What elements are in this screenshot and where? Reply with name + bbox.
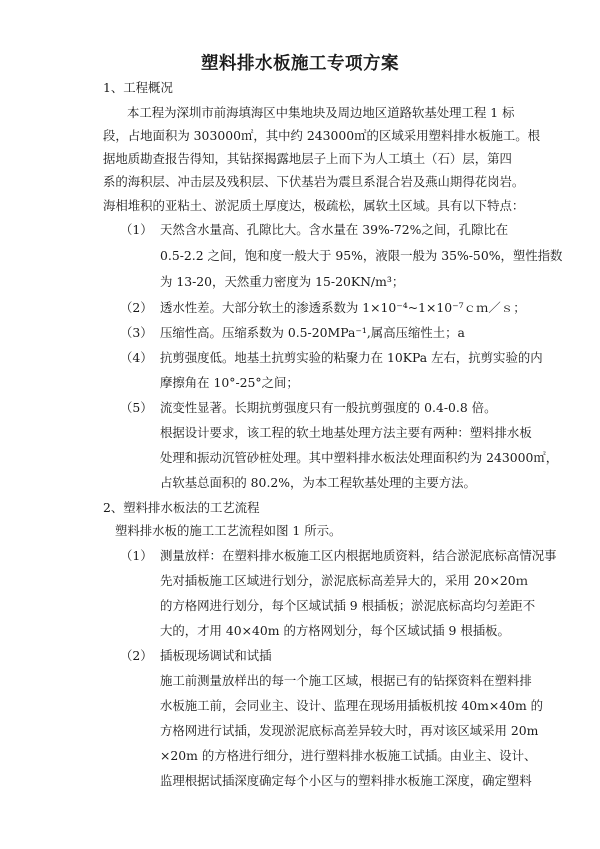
list-item-text: 监理根据试插深度确定每个小区与的塑料排水板施工深度，确定塑料 [160,773,532,788]
list-item-text: 根据设计要求，该工程的软土地基处理方法主要有两种：塑料排水板 [160,425,532,440]
section-1-intro-line-1: 本工程为深圳市前海填海区中集地块及周边地区道路软基处理工程 1 标 [127,105,515,120]
section-1-intro-line-4: 系的海积层、冲击层及残积层、下伏基岩为震旦系混合岩及燕山期得花岗岩。 [103,174,525,189]
list-item-text: 方格网进行试插，发现淤泥底标高差异较大时，再对该区域采用 20m [160,723,539,738]
list-item-text: 占软基总面积的 80.2%，为本工程软基处理的主要方法。 [160,475,476,490]
list-item-text: 插板现场调试和试插 [160,648,272,663]
list-item-text: 水板施工前，会同业主、设计、监理在现场用插板机按 40m×40m 的 [160,698,544,713]
list-item-text: 透水性差。大部分软土的渗透系数为 1×10⁻⁴~1×10⁻⁷ｃｍ／ｓ； [160,300,526,315]
list-item-number: （5） [120,400,153,415]
list-item-text: 天然含水量高、孔隙比大。含水量在 39%-72%之间，孔隙比在 [160,222,509,237]
document-title: 塑料排水板施工专项方案 [201,54,399,74]
list-item-text: 大的，才用 40×40m 的方格网划分，每个区域试插 9 根插板。 [160,623,510,638]
list-item-number: （4） [120,350,153,365]
section-2-intro-line-1: 塑料排水板的施工工艺流程如图 1 所示。 [115,523,342,538]
list-item-number: （3） [120,325,153,340]
list-item-text: 施工前测量放样出的每一个施工区域，根据已有的钻探资料在塑料排 [160,673,532,688]
section-1-intro-line-2: 段，占地面积为 303000㎡，其中约 243000㎡的区域采用塑料排水板施工。根 [103,128,541,143]
list-item-text: 为 13-20，天然重力密度为 15-20KN/m³； [160,274,405,289]
section-2-heading: 2、塑料排水板法的工艺流程 [103,500,260,515]
list-item-text: ×20m 的方格进行细分，进行塑料排水板施工试插。由业主、设计、 [160,748,537,763]
list-item-text: 抗剪强度低。地基土抗剪实验的粘聚力在 10KPa 左右，抗剪实验的内 [160,350,543,365]
list-item-number: （2） [120,300,153,315]
list-item-number: （1） [120,548,153,563]
section-1-intro-line-5: 海相堆积的亚粘土、淤泥质土厚度达，极疏松，属软土区域。具有以下特点： [103,198,525,213]
list-item-text: 先对插板施工区域进行划分，淤泥底标高差异大的，采用 20×20ｍ [160,573,529,588]
section-1-intro-line-3: 据地质勘查报告得知，其钻探揭露地层子上而下为人工填土（石）层，第四 [103,151,512,166]
list-item-text: 流变性显著。长期抗剪强度只有一般抗剪强度的 0.4-0.8 倍。 [160,400,497,415]
section-1-heading: 1、工程概况 [103,80,173,95]
list-item-text: 摩擦角在 10°-25°之间； [160,375,299,390]
list-item-number: （1） [120,222,153,237]
list-item-text: 压缩性高。压缩系数为 0.5-20MPa⁻¹,属高压缩性土；a [160,325,465,340]
list-item-text: 测量放样：在塑料排水板施工区内根据地质资料，结合淤泥底标高情况事 [160,548,557,563]
list-item-text: 0.5-2.2 之间，饱和度一般大于 95%，液限一般为 35%-50%，塑性指数 [160,248,563,263]
list-item-number: （2） [120,648,153,663]
list-item-text: 处理和振动沉管砂桩处理。其中塑料排水板法处理面积约为 243000㎡， [160,450,559,465]
list-item-text: 的方格网进行划分，每个区域试插 9 根插板；淤泥底标高均匀差距不 [160,598,536,613]
